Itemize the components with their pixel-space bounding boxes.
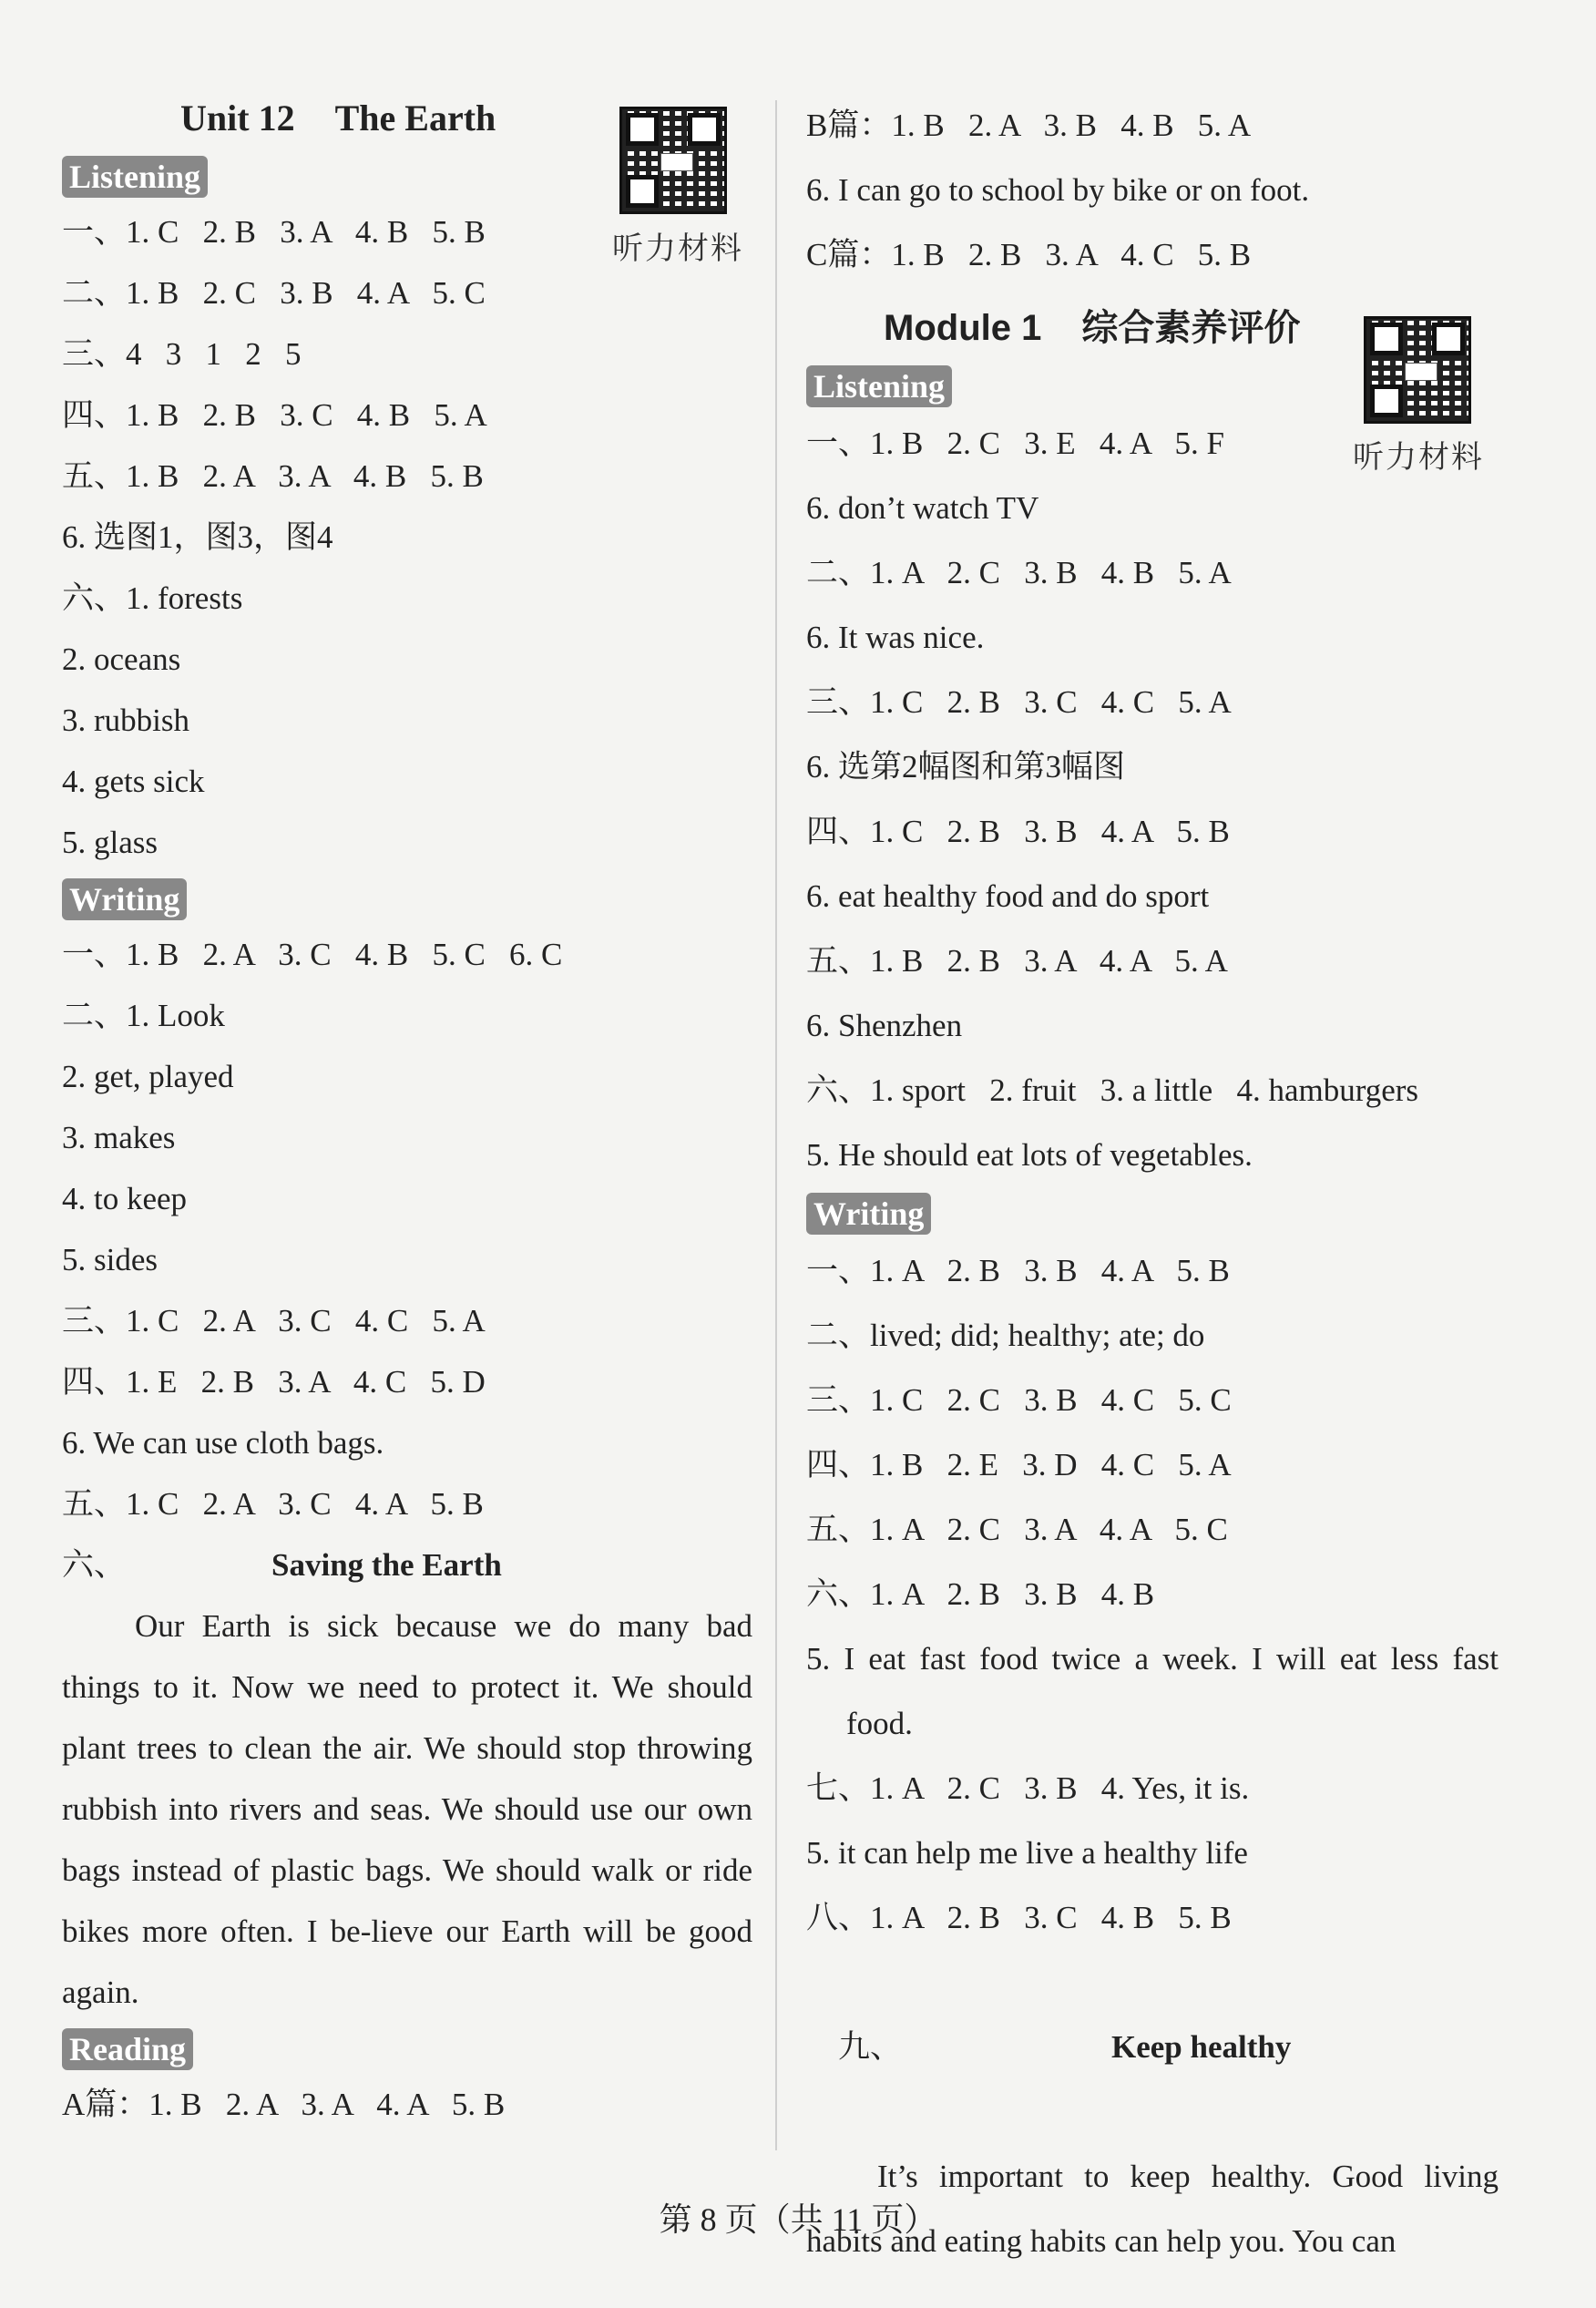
essay-number: 六、 <box>62 1547 127 1583</box>
answer-line: A篇：1. B 2. A 3. A 4. A 5. B <box>62 2087 506 2122</box>
answer-line: C篇：1. B 2. B 3. A 4. C 5. B <box>806 237 1252 272</box>
writing-answers <box>62 924 752 1534</box>
answer-line: 6. eat healthy food and do sport <box>806 878 1210 914</box>
qr-caption: 听力材料 <box>1353 439 1484 476</box>
writing-badge: Writing <box>806 1193 931 1235</box>
qr-code-icon[interactable] <box>1364 316 1471 424</box>
answer-line: 6. don’t watch TV <box>806 490 1039 526</box>
left-column <box>62 87 752 2135</box>
answer-line: 5. it can help me live a healthy life <box>806 1835 1248 1871</box>
answer-line: 6. I can go to school by bike or on foot. <box>806 172 1310 208</box>
answer-line: 六、1. A 2. B 3. B 4. B <box>806 1576 1155 1612</box>
answer-line: B篇：1. B 2. A 3. B 4. B 5. A <box>806 108 1252 143</box>
answer-line: 一、1. A 2. B 3. B 4. A 5. B <box>806 1253 1230 1288</box>
answer-line: 四、1. C 2. B 3. B 4. A 5. B <box>806 814 1230 849</box>
answer-line: 6. 选第2幅图和第3幅图 <box>806 749 1126 785</box>
answer-line: 4. to keep <box>62 1181 188 1216</box>
essay-heading <box>806 1950 1499 2144</box>
answer-line: 一、1. C 2. B 3. A 4. B 5. B <box>62 214 486 250</box>
qr-code-icon[interactable] <box>619 107 727 214</box>
answer-line: 五、1. C 2. A 3. C 4. A 5. B <box>62 1486 484 1522</box>
answer-line: 6. We can use cloth bags. <box>62 1425 384 1461</box>
answer-line: 三、4 3 1 2 5 <box>62 336 302 372</box>
answer-line: 二、1. B 2. C 3. B 4. A 5. C <box>62 275 486 311</box>
answer-line: 3. rubbish <box>62 703 189 738</box>
unit-title-name: The Earth <box>334 97 496 138</box>
answer-line: 6. Shenzhen <box>806 1008 963 1043</box>
module-title-number: Module 1 <box>884 308 1042 348</box>
essay-body <box>62 1595 752 2023</box>
writing-badge: Writing <box>62 878 187 920</box>
column-divider <box>775 100 777 2150</box>
essay-title: Keep healthy <box>1111 2029 1292 2065</box>
answer-line: 5. I eat fast food twice a week. I will eat less fast food. <box>806 1641 1499 1741</box>
essay-heading <box>62 1534 752 1595</box>
reading-badge: Reading <box>62 2028 193 2070</box>
listening-badge: Listening <box>62 156 208 198</box>
listening-answers <box>806 411 1499 1187</box>
page-footer: 第 8 页（共 11 页） <box>659 2201 937 2238</box>
essay-title: Saving the Earth <box>271 1547 502 1583</box>
answer-line: 四、1. B 2. B 3. C 4. B 5. A <box>62 397 487 433</box>
answer-line: 一、1. B 2. C 3. E 4. A 5. F <box>806 426 1224 461</box>
essay-paragraph: Our Earth is sick because we do many bad things to it. Now we need to protect it. We should plant trees to clean the air. We should stop throwing rubbish into rivers and seas. We should use our own bags instead of plastic bags. We should walk or ride bikes more often. I be-lieve our Earth will be good again. <box>62 1608 752 2010</box>
answer-line: 二、1. A 2. C 3. B 4. B 5. A <box>806 555 1232 590</box>
listening-answers <box>62 201 752 873</box>
qr-caption: 听力材料 <box>612 231 743 267</box>
unit-title-number: Unit 12 <box>180 97 295 138</box>
answer-line: 七、1. A 2. C 3. B 4. Yes, it is. <box>806 1770 1250 1806</box>
answer-line: 5. sides <box>62 1242 158 1277</box>
answer-line: 二、lived; did; healthy; ate; do <box>806 1318 1205 1353</box>
answer-line: 二、1. Look <box>62 998 225 1033</box>
answer-line: 4. gets sick <box>62 764 205 799</box>
listening-badge: Listening <box>806 365 952 407</box>
answer-line: 6. It was nice. <box>806 620 985 655</box>
answer-line: 五、1. B 2. A 3. A 4. B 5. B <box>62 458 484 494</box>
answer-line: 五、1. A 2. C 3. A 4. A 5. C <box>806 1512 1228 1547</box>
writing-answers <box>806 1238 1499 1950</box>
answer-line: 6. 选图1，图3，图4 <box>62 519 333 555</box>
answer-line: 3. makes <box>62 1120 176 1155</box>
answer-line: 5. He should eat lots of vegetables. <box>806 1137 1253 1173</box>
answer-line: 一、1. B 2. A 3. C 4. B 5. C 6. C <box>62 937 563 972</box>
right-column <box>806 93 1499 2273</box>
module-title-name: 综合素养评价 <box>1081 308 1301 348</box>
answer-line: 2. get, played <box>62 1059 234 1094</box>
answer-line: 五、1. B 2. B 3. A 4. A 5. A <box>806 943 1228 979</box>
answer-line: 三、1. C 2. B 3. C 4. C 5. A <box>806 684 1232 720</box>
answer-line: 四、1. E 2. B 3. A 4. C 5. D <box>62 1364 486 1400</box>
answer-line: 三、1. C 2. C 3. B 4. C 5. C <box>806 1382 1232 1418</box>
answer-line: 2. oceans <box>62 641 181 677</box>
essay-paragraph: It’s important to keep healthy. Good living habits and eating habits can help you. You can <box>806 2159 1499 2259</box>
reading-continued <box>806 93 1499 287</box>
answer-line: 六、1. forests <box>62 580 243 616</box>
reading-answers <box>62 2074 752 2135</box>
essay-number: 九、 <box>838 2029 903 2065</box>
answer-line: 三、1. C 2. A 3. C 4. C 5. A <box>62 1303 486 1339</box>
answer-line: 四、1. B 2. E 3. D 4. C 5. A <box>806 1447 1232 1482</box>
answer-line: 5. glass <box>62 825 158 860</box>
answer-line: 六、1. sport 2. fruit 3. a little 4. hamburgers <box>806 1072 1419 1108</box>
answer-line: 八、1. A 2. B 3. C 4. B 5. B <box>806 1900 1232 1935</box>
